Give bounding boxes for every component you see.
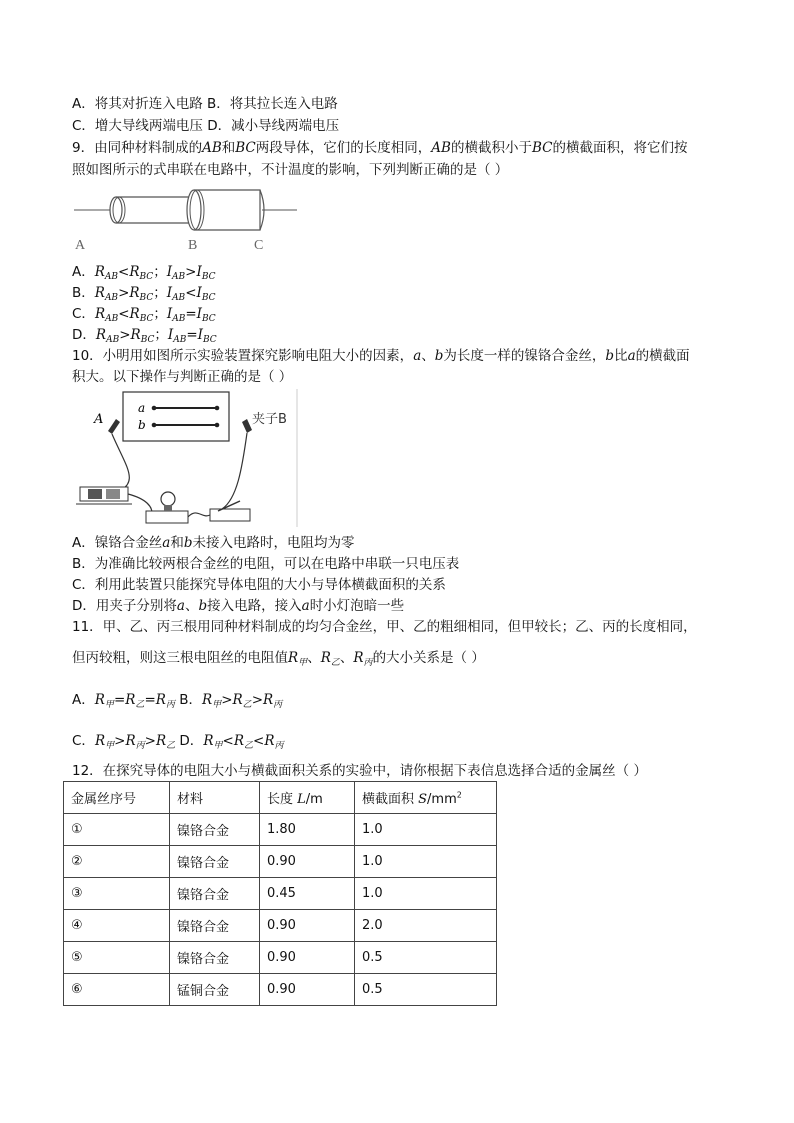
q10-stem-line1: 10．小明用如图所示实验装置探究影响电阻大小的因素，a、b为长度一样的镍铬合金丝，b比a的横截面 [72,348,690,364]
cell-number: ② [64,846,170,878]
conductor-figure [72,186,302,254]
cell-length: 0.45 [260,878,355,910]
wire-b-label: b [138,418,146,432]
wire-a-label: a [138,401,146,415]
wire-data-table [63,781,497,1006]
q9-option-b: B．$R_{AB}>R_{BC}$；$I_{AB}<I_{BC}$ [72,285,216,303]
table-row [64,814,497,846]
q11-stem-line1: 11．甲、乙、丙三根用同种材料制成的均匀合金丝，甲、乙的粗细相同，但甲较长；乙、丙的长度相同， [72,619,697,635]
cell-length: 0.90 [260,846,355,878]
cell-area: 0.5 [355,942,497,974]
q8-options-ab: A．将其对折连入电路 B．将其拉长连入电路 [72,96,338,112]
q10-option-a: A．镍铬合金丝a和b未接入电路时，电阻均为零 [72,535,355,551]
cell-length: 0.90 [260,910,355,942]
cell-area: 1.0 [355,878,497,910]
q8-options-cd: C．增大导线两端电压 D．减小导线两端电压 [72,118,340,134]
cell-material: 镍铬合金 [170,878,260,910]
cell-length: 1.80 [260,814,355,846]
header-material: 材料 [170,782,260,814]
cell-area: 1.0 [355,846,497,878]
fig-label-a: A [75,238,86,253]
q10-option-d: D．用夹子分别将a、b接入电路，接入a时小灯泡暗一些 [72,598,405,614]
header-area: 横截面积 $S/mm^2$ [355,782,497,814]
q9-option-c: C．$R_{AB}<R_{BC}$；$I_{AB}=I_{BC}$ [72,306,216,324]
cell-material: 镍铬合金 [170,814,260,846]
q11-options-cd: C．$R_甲>R_丙>R_乙$ D．$R_甲<R_乙<R_丙$ [72,733,284,751]
cell-number: ③ [64,878,170,910]
q10-option-b: B．为准确比较两根合金丝的电阻，可以在电路中串联一只电压表 [72,556,460,572]
fig-label-c: C [254,238,264,253]
table-row [64,942,497,974]
cell-number: ⑥ [64,974,170,1006]
q12-stem: 12．在探究导体的电阻大小与横截面积关系的实验中，请你根据下表信息选择合适的金属丝（ ） [72,763,647,779]
cell-number: ④ [64,910,170,942]
q9-stem-line1: 9．由同种材料制成的AB和BC两段导体，它们的长度相同，AB的横截积小于BC的横截面积，将它们按 [72,140,688,156]
q9-option-d: D．$R_{AB}>R_{BC}$；$I_{AB}=I_{BC}$ [72,327,217,345]
header-wire-number: 金属丝序号 [64,782,170,814]
header-length: 长度 L/m [260,782,355,814]
cell-material: 锰铜合金 [170,974,260,1006]
cell-length: 0.90 [260,942,355,974]
q9-stem-line2: 照如图所示的式串联在电路中，不计温度的影响，下列判断正确的是（ ） [72,162,509,178]
cell-number: ⑤ [64,942,170,974]
q11-options-ab: A．$R_甲=R_乙=R_丙$ B．$R_甲>R_乙>R_丙$ [72,692,283,710]
cell-number: ① [64,814,170,846]
cell-length: 0.90 [260,974,355,1006]
table-row [64,974,497,1006]
cell-area: 0.5 [355,974,497,1006]
cell-material: 镍铬合金 [170,942,260,974]
cell-area: 1.0 [355,814,497,846]
clip-a-label: A [94,412,104,427]
circuit-apparatus-figure [72,389,302,527]
cell-material: 镍铬合金 [170,846,260,878]
cell-material: 镍铬合金 [170,910,260,942]
table-row [64,878,497,910]
q10-option-c: C．利用此装置只能探究导体电阻的大小与导体横截面积的关系 [72,577,446,593]
clip-b-label: 夹子B [252,412,287,427]
table-row [64,846,497,878]
table-row [64,910,497,942]
q10-stem-line2: 积大。以下操作与判断正确的是（ ） [72,369,293,385]
q11-stem-line2: 但丙较粗，则这三根电阻丝的电阻值$R_甲$、$R_乙$、$R_丙$的大小关系是（ ） [72,650,485,668]
table-header-row [64,782,497,814]
q9-option-a: A．$R_{AB}<R_{BC}$；$I_{AB}>I_{BC}$ [72,264,216,282]
cell-area: 2.0 [355,910,497,942]
fig-label-b: B [188,238,198,253]
